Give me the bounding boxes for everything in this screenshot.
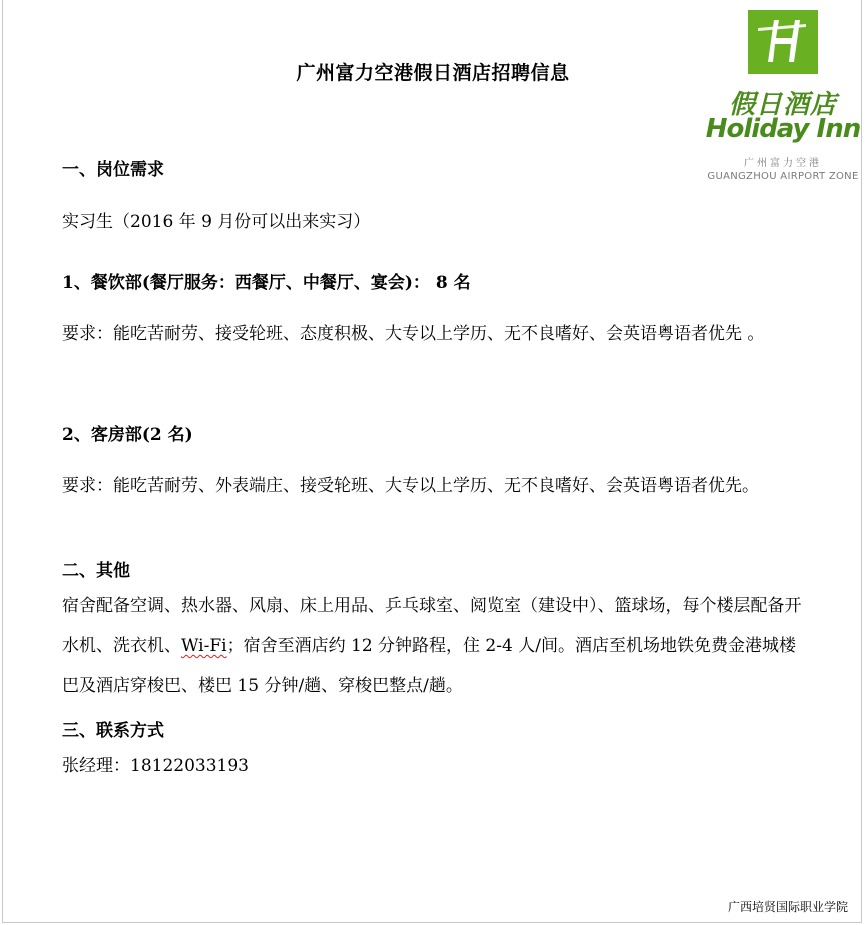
- intern-line: 实习生（2016 年 9 月份可以出来实习）: [62, 212, 371, 232]
- contact-line: 张经理：18122033193: [62, 756, 249, 776]
- logo-english-name: Holiday Inn: [705, 114, 861, 144]
- other-details: [62, 586, 807, 706]
- logo-location-cn: 广州富力空港: [744, 158, 822, 169]
- other-details-part1: 宿舍配备空调、热水器、风扇、床上用品、乒乓球室、阅览室（建设中）、篮球场，每个楼层配备开水机、洗衣机、: [62, 596, 802, 656]
- footer-school-name: 广西培贤国际职业学院: [727, 900, 848, 914]
- dept-heading-food-beverage: 1、餐饮部(餐厅服务：西餐厅、中餐厅、宴会)： 8 名: [62, 273, 471, 293]
- dept-requirements-food-beverage: 要求：能吃苦耐劳、接受轮班、态度积极、大专以上学历、无不良嗜好、会英语粤语者优先 。: [62, 324, 765, 344]
- section-heading-positions: 一、岗位需求: [62, 160, 164, 180]
- document-title: 广州富力空港假日酒店招聘信息: [296, 62, 570, 84]
- holiday-inn-logo: [700, 8, 866, 188]
- section-heading-contact: 三、联系方式: [62, 721, 164, 741]
- logo-chinese-name: 假日酒店: [728, 90, 837, 120]
- dept-requirements-housekeeping: 要求：能吃苦耐劳、外表端庄、接受轮班、大专以上学历、无不良嗜好、会英语粤语者优先。: [62, 476, 759, 496]
- holiday-inn-h-icon: [748, 10, 818, 74]
- logo-location-en: GUANGZHOU AIRPORT ZONE: [707, 171, 859, 182]
- other-details-part2: ；宿舍至酒店约 12 分钟路程，住 2-4 人/间。酒店至机场地铁免费金港城楼巴及酒店穿梭巴、楼巴 15 分钟/趟、穿梭巴整点/趟。: [62, 636, 796, 696]
- wifi-word: Wi-Fi: [181, 636, 227, 656]
- dept-heading-housekeeping: 2、客房部(2 名): [62, 425, 193, 445]
- section-heading-other: 二、其他: [62, 561, 130, 581]
